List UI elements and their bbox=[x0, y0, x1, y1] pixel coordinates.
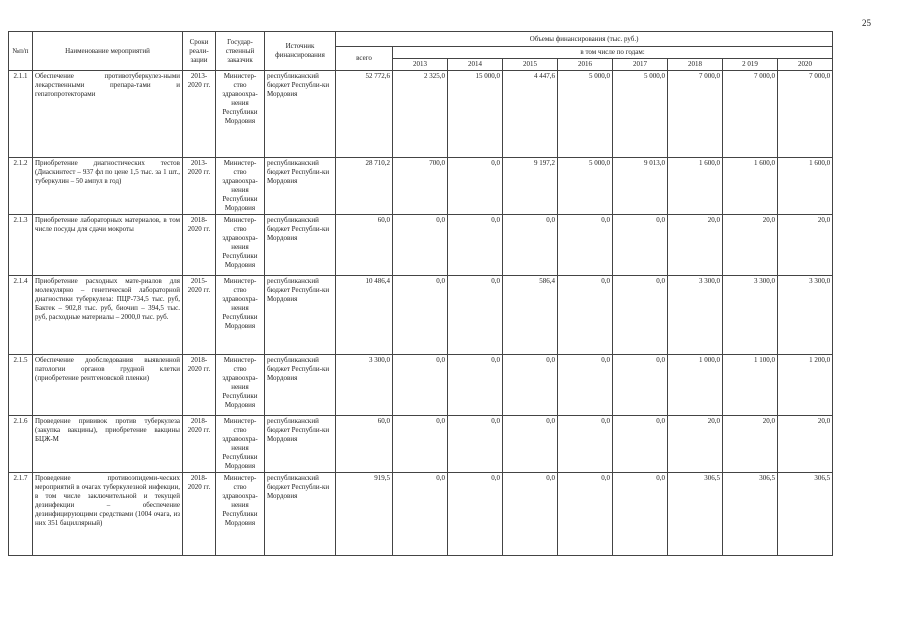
row-year-value: 3 300,0 bbox=[723, 276, 778, 355]
header-year: 2017 bbox=[613, 59, 668, 71]
row-year-value: 0,0 bbox=[448, 473, 503, 556]
row-year-value: 0,0 bbox=[558, 416, 613, 473]
row-term: 2013-2020 гг. bbox=[183, 71, 216, 158]
row-year-value: 0,0 bbox=[558, 473, 613, 556]
table-row bbox=[9, 158, 833, 215]
financing-table bbox=[8, 31, 833, 556]
table-row bbox=[9, 215, 833, 276]
row-year-value: 1 600,0 bbox=[723, 158, 778, 215]
row-year-value: 1 200,0 bbox=[778, 355, 833, 416]
row-year-value: 7 000,0 bbox=[778, 71, 833, 158]
row-year-value: 20,0 bbox=[778, 215, 833, 276]
table-row bbox=[9, 416, 833, 473]
row-source: республиканский бюджет Республи-ки Мордовия bbox=[265, 215, 336, 276]
row-year-value: 9 013,0 bbox=[613, 158, 668, 215]
row-total: 60,0 bbox=[336, 416, 393, 473]
header-year: 2 019 bbox=[723, 59, 778, 71]
row-name: Приобретение расходных мате-риалов для молекулярно – генетической лабораторной диагностики туберкулеза: ПЦР-734,5 тыс. руб, Бактек – 902,8 тыс. руб, биочип – 394,5 тыс. руб, расходные материалы – 2000,0 тыс. руб. bbox=[33, 276, 183, 355]
row-name: Обеспечение дообследования выявленной патологии органов грудной клетки (приобретение рентгеновской пленки) bbox=[33, 355, 183, 416]
row-source: республиканский бюджет Республи-ки Мордовия bbox=[265, 355, 336, 416]
row-name: Обеспечение противотуберкулез-ными лекарственными препара-тами и гепатопротекторами bbox=[33, 71, 183, 158]
row-year-value: 0,0 bbox=[613, 473, 668, 556]
row-year-value: 0,0 bbox=[393, 416, 448, 473]
row-year-value: 7 000,0 bbox=[723, 71, 778, 158]
row-total: 919,5 bbox=[336, 473, 393, 556]
row-year-value: 20,0 bbox=[723, 416, 778, 473]
row-source: республиканский бюджет Республи-ки Мордовия bbox=[265, 473, 336, 556]
row-customer: Министер-ство здравоохра-нения Республики Мордовия bbox=[216, 473, 265, 556]
header-total: всего bbox=[336, 47, 393, 71]
table-row bbox=[9, 355, 833, 416]
header-term: Сроки реали-зации bbox=[183, 32, 216, 71]
row-year-value: 4 447,6 bbox=[503, 71, 558, 158]
row-year-value: 0,0 bbox=[393, 215, 448, 276]
header-volume: Объемы финансирования (тыс. руб.) bbox=[336, 32, 833, 47]
row-year-value: 0,0 bbox=[503, 473, 558, 556]
row-year-value: 0,0 bbox=[613, 416, 668, 473]
row-year-value: 0,0 bbox=[393, 473, 448, 556]
row-year-value: 0,0 bbox=[503, 355, 558, 416]
header-by-years: в том числе по годам: bbox=[393, 47, 833, 59]
row-customer: Министер-ство здравоохра-нения Республики Мордовия bbox=[216, 416, 265, 473]
row-year-value: 7 000,0 bbox=[668, 71, 723, 158]
row-year-value: 0,0 bbox=[448, 158, 503, 215]
row-year-value: 1 100,0 bbox=[723, 355, 778, 416]
row-year-value: 5 000,0 bbox=[558, 71, 613, 158]
row-year-value: 1 000,0 bbox=[668, 355, 723, 416]
row-num: 2.1.3 bbox=[9, 215, 33, 276]
row-num: 2.1.7 bbox=[9, 473, 33, 556]
row-year-value: 3 300,0 bbox=[778, 276, 833, 355]
row-year-value: 0,0 bbox=[448, 215, 503, 276]
row-year-value: 0,0 bbox=[503, 416, 558, 473]
row-total: 60,0 bbox=[336, 215, 393, 276]
row-year-value: 0,0 bbox=[448, 355, 503, 416]
row-year-value: 0,0 bbox=[613, 276, 668, 355]
row-year-value: 20,0 bbox=[778, 416, 833, 473]
row-year-value: 0,0 bbox=[558, 276, 613, 355]
header-source: Источник финансирования bbox=[265, 32, 336, 71]
row-year-value: 0,0 bbox=[448, 276, 503, 355]
header-customer: Государ-ственный заказчик bbox=[216, 32, 265, 71]
table-row bbox=[9, 276, 833, 355]
row-term: 2018-2020 гг. bbox=[183, 473, 216, 556]
header-year: 2020 bbox=[778, 59, 833, 71]
row-year-value: 2 325,0 bbox=[393, 71, 448, 158]
row-term: 2015-2020 гг. bbox=[183, 276, 216, 355]
row-num: 2.1.1 bbox=[9, 71, 33, 158]
header-year: 2013 bbox=[393, 59, 448, 71]
row-name: Приобретение диагностических тестов (Диаскинтест – 937 фл по цене 1,5 тыс. за 1 шт., туберкулин – 50 ампул в год) bbox=[33, 158, 183, 215]
row-year-value: 0,0 bbox=[503, 215, 558, 276]
header-year: 2015 bbox=[503, 59, 558, 71]
row-year-value: 0,0 bbox=[613, 355, 668, 416]
row-term: 2018-2020 гг. bbox=[183, 355, 216, 416]
row-year-value: 9 197,2 bbox=[503, 158, 558, 215]
row-num: 2.1.6 bbox=[9, 416, 33, 473]
header-year: 2016 bbox=[558, 59, 613, 71]
row-year-value: 20,0 bbox=[723, 215, 778, 276]
row-customer: Министер-ство здравоохра-нения Республики Мордовия bbox=[216, 71, 265, 158]
row-year-value: 0,0 bbox=[558, 355, 613, 416]
header-num: №п/п bbox=[9, 32, 33, 71]
row-year-value: 0,0 bbox=[448, 416, 503, 473]
row-num: 2.1.4 bbox=[9, 276, 33, 355]
table-row bbox=[9, 473, 833, 556]
row-term: 2018-2020 гг. bbox=[183, 215, 216, 276]
row-customer: Министер-ство здравоохра-нения Республики Мордовия bbox=[216, 215, 265, 276]
row-total: 3 300,0 bbox=[336, 355, 393, 416]
row-name: Проведение противоэпидеми-ческих мероприятий в очагах туберкулезной инфекции, в том числе заключительной и текущей дезинфекции – обеспечение дезинфицирующими средствами (1004 очага, из них 351 бациллярный) bbox=[33, 473, 183, 556]
row-customer: Министер-ство здравоохра-нения Республики Мордовия bbox=[216, 158, 265, 215]
header-year: 2014 bbox=[448, 59, 503, 71]
row-total: 10 486,4 bbox=[336, 276, 393, 355]
header-year: 2018 bbox=[668, 59, 723, 71]
row-name: Проведение прививок против туберкулеза (закупка вакцины), приобретение вакцины БЦЖ-М bbox=[33, 416, 183, 473]
row-source: республиканский бюджет Республи-ки Мордовия bbox=[265, 276, 336, 355]
row-term: 2013-2020 гг. bbox=[183, 158, 216, 215]
row-total: 52 772,6 bbox=[336, 71, 393, 158]
row-year-value: 0,0 bbox=[393, 355, 448, 416]
row-year-value: 700,0 bbox=[393, 158, 448, 215]
row-year-value: 5 000,0 bbox=[613, 71, 668, 158]
row-num: 2.1.5 bbox=[9, 355, 33, 416]
row-year-value: 306,5 bbox=[723, 473, 778, 556]
row-name: Приобретение лабораторных материалов, в том числе посуды для сдачи мокроты bbox=[33, 215, 183, 276]
row-year-value: 306,5 bbox=[668, 473, 723, 556]
row-year-value: 5 000,0 bbox=[558, 158, 613, 215]
row-year-value: 1 600,0 bbox=[668, 158, 723, 215]
row-year-value: 20,0 bbox=[668, 416, 723, 473]
row-year-value: 586,4 bbox=[503, 276, 558, 355]
row-customer: Министер-ство здравоохра-нения Республики Мордовия bbox=[216, 276, 265, 355]
row-customer: Министер-ство здравоохра-нения Республики Мордовия bbox=[216, 355, 265, 416]
table-row bbox=[9, 71, 833, 158]
row-total: 28 710,2 bbox=[336, 158, 393, 215]
row-year-value: 0,0 bbox=[558, 215, 613, 276]
row-year-value: 306,5 bbox=[778, 473, 833, 556]
row-year-value: 20,0 bbox=[668, 215, 723, 276]
row-source: республиканский бюджет Республи-ки Мордовия bbox=[265, 71, 336, 158]
row-num: 2.1.2 bbox=[9, 158, 33, 215]
row-year-value: 15 000,0 bbox=[448, 71, 503, 158]
page-number: 25 bbox=[862, 18, 871, 28]
row-year-value: 0,0 bbox=[613, 215, 668, 276]
row-year-value: 3 300,0 bbox=[668, 276, 723, 355]
row-year-value: 1 600,0 bbox=[778, 158, 833, 215]
row-source: республиканский бюджет Республи-ки Мордовия bbox=[265, 416, 336, 473]
header-name: Наименование мероприятий bbox=[33, 32, 183, 71]
row-source: республиканский бюджет Республи-ки Мордовия bbox=[265, 158, 336, 215]
row-year-value: 0,0 bbox=[393, 276, 448, 355]
row-term: 2018-2020 гг. bbox=[183, 416, 216, 473]
